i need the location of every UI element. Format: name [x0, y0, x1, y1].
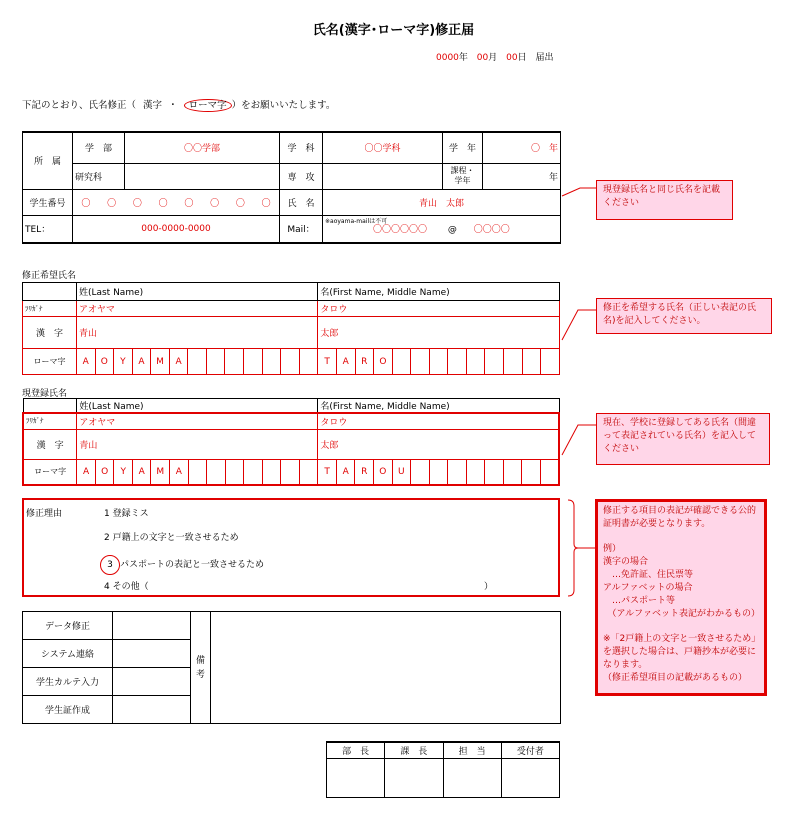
office-task-label: 学生カルテ入力 [23, 668, 113, 696]
current-name-heading: 現登録氏名 [22, 389, 68, 399]
romaji-last-char[interactable] [262, 459, 281, 485]
student-digit[interactable]: 〇 [81, 198, 91, 209]
student-number-label: 学生番号 [23, 189, 73, 215]
remarks-label: 備考 [191, 612, 211, 724]
romaji-first-char[interactable] [429, 459, 448, 485]
furigana-first[interactable]: タロウ [318, 413, 559, 429]
last-name-header: 姓(Last Name) [76, 283, 317, 301]
romaji-first-char[interactable] [448, 349, 467, 375]
course-year-label: 課程・ 学年 [443, 163, 483, 189]
affiliation-label: 所 属 [23, 132, 73, 189]
furigana-first[interactable]: タロウ [318, 301, 560, 317]
romaji-last-char[interactable]: O [95, 459, 114, 485]
student-digit[interactable]: 〇 [235, 198, 245, 209]
day-label: 日 [517, 53, 527, 63]
mail-value[interactable] [323, 215, 561, 243]
kanji-first[interactable]: 太郎 [318, 317, 560, 349]
last-name-header: 姓(Last Name) [77, 399, 318, 414]
romaji-first-char[interactable] [485, 459, 504, 485]
reason-item-2[interactable]: 2 戸籍上の文字と一致させるため [104, 533, 239, 543]
romaji-first-char[interactable]: A [336, 459, 355, 485]
reason-box [22, 498, 560, 597]
mail-label: Mail： [280, 215, 323, 243]
year-label: 学 年 [443, 132, 483, 163]
romaji-last-char[interactable]: M [151, 349, 170, 375]
grad-school-value[interactable] [125, 163, 280, 189]
romaji-first-char[interactable]: A [336, 349, 355, 375]
note-line: …パスポート等 [603, 596, 676, 606]
romaji-last-char[interactable] [262, 349, 281, 375]
note-registered-name: 現在、学校に登録してある氏名（間違って表記されている氏名）を記入してください [596, 413, 770, 465]
office-task-check[interactable] [113, 696, 191, 724]
tel-label: TEL： [23, 215, 73, 243]
page-title: 氏名(漢字･ローマ字)修正届 [312, 23, 475, 38]
romaji-last-char[interactable] [299, 459, 318, 485]
remarks-field[interactable] [211, 612, 561, 724]
date-day[interactable]: 00 [506, 53, 518, 63]
approval-col-header: 課 長 [385, 742, 443, 758]
reason-item-3-selected[interactable]: 3 パスポートの表記と一致させるため [104, 555, 264, 575]
romaji-label: ローマ字 [23, 459, 77, 485]
note-line: 修正する項目の表記が確認できる公的証明書が必要となります。 [603, 506, 757, 529]
romaji-first-char[interactable] [541, 349, 560, 375]
intro-pre: 下記のとおり、氏名修正（ [22, 100, 137, 111]
romaji-first-char[interactable]: U [392, 459, 411, 485]
note-line: 例） [603, 544, 622, 554]
furigana-last[interactable]: アオヤマ [76, 301, 317, 317]
romaji-last-char[interactable]: A [170, 459, 189, 485]
romaji-first-char[interactable] [540, 459, 559, 485]
romaji-last-char[interactable] [206, 349, 225, 375]
romaji-label: ローマ字 [23, 349, 77, 375]
grad-school-label: 研究科 [73, 163, 125, 189]
major-value[interactable] [323, 163, 443, 189]
reason-other-close: ） [484, 582, 494, 592]
romaji-last-char[interactable]: Y [114, 459, 133, 485]
romaji-last-char[interactable] [281, 459, 300, 485]
romaji-first-char[interactable]: R [355, 349, 374, 375]
romaji-last-char[interactable]: O [95, 349, 114, 375]
mail-at: @ [447, 225, 457, 236]
submission-date [436, 50, 554, 63]
office-task-check[interactable] [113, 640, 191, 668]
note-documents-required [595, 499, 767, 696]
romaji-first-char[interactable] [411, 349, 430, 375]
office-task-check[interactable] [113, 668, 191, 696]
first-name-header: 名(First Name, Middle Name) [318, 283, 560, 301]
romaji-first-char[interactable] [522, 459, 541, 485]
option-kanji[interactable]: 漢字 [143, 100, 163, 111]
romaji-last-char[interactable]: A [76, 349, 95, 375]
furigana-label: ﾌﾘｶﾞﾅ [23, 413, 77, 429]
approval-col-header: 部 長 [327, 742, 385, 758]
student-digit[interactable]: 〇 [184, 198, 194, 209]
student-digit[interactable]: 〇 [107, 198, 117, 209]
dept-value[interactable]: 〇〇学科 [323, 132, 443, 163]
romaji-first-char[interactable]: T [318, 459, 337, 485]
header-blank [23, 399, 77, 414]
romaji-last-char[interactable] [299, 349, 318, 375]
romaji-first-char[interactable] [466, 349, 485, 375]
approval-table [326, 741, 560, 798]
intro-text [22, 97, 335, 111]
mail-note: ※aoyama-mailは不可 [325, 217, 388, 225]
major-label: 専 攻 [280, 163, 323, 189]
romaji-last-char[interactable]: A [77, 459, 96, 485]
date-suffix: 届出 [535, 53, 554, 63]
dept-label: 学 科 [280, 132, 323, 163]
romaji-first-char[interactable] [504, 349, 523, 375]
first-name-header: 名(First Name, Middle Name) [318, 399, 559, 414]
approval-stamp-cell[interactable] [327, 758, 385, 797]
note-line: ※「2戸籍上の文字と一致させるため」を選択した場合は、戸籍抄本が必要になります。 [603, 634, 757, 670]
note-line [603, 621, 759, 633]
kanji-label: 漢 字 [23, 429, 77, 459]
kanji-last[interactable]: 青山 [76, 317, 317, 349]
office-task-label: 学生証作成 [23, 696, 113, 724]
romaji-last-char[interactable] [244, 459, 263, 485]
date-year[interactable]: 0000 [436, 53, 459, 63]
office-task-check[interactable] [113, 612, 191, 640]
reason-label: 修正理由 [26, 509, 63, 519]
romaji-last-char[interactable]: A [132, 459, 151, 485]
furigana-label: ﾌﾘｶﾞﾅ [23, 301, 77, 317]
kanji-label: 漢 字 [23, 317, 77, 349]
student-digit[interactable]: 〇 [158, 198, 168, 209]
romaji-last-char[interactable] [188, 349, 207, 375]
tel-value[interactable]: 000-0000-0000 [73, 215, 280, 243]
romaji-first-char[interactable] [448, 459, 467, 485]
office-task-label: システム連絡 [23, 640, 113, 668]
note-line: （アルファベット表記がわかるもの） [603, 609, 760, 619]
year-label: 年 [458, 53, 468, 63]
approval-stamp-cell[interactable] [501, 758, 559, 797]
note-desired-name: 修正を希望する氏名（正しい表記の氏名)を記入してください。 [596, 298, 772, 334]
approval-col-header: 担 当 [443, 742, 501, 758]
romaji-first-char[interactable] [522, 349, 541, 375]
romaji-last-char[interactable] [244, 349, 263, 375]
note-current-name: 現登録氏名と同じ氏名を記載ください [596, 180, 733, 220]
course-year-value[interactable]: 年 [483, 163, 561, 189]
note-line: アルファベットの場合 [603, 583, 693, 593]
option-romaji-circled[interactable]: ローマ字 [184, 99, 232, 112]
mail-user[interactable]: 〇〇〇〇〇〇 [373, 225, 428, 236]
name-value[interactable]: 青山 太郎 [323, 189, 561, 215]
office-task-label: データ修正 [23, 612, 113, 640]
furigana-last[interactable]: アオヤマ [77, 413, 318, 429]
office-use-table [22, 611, 561, 724]
romaji-first-char[interactable]: R [355, 459, 374, 485]
faculty-value[interactable]: 〇〇学部 [125, 132, 280, 163]
romaji-last-char[interactable] [225, 459, 244, 485]
note-line: 漢字の場合 [603, 557, 649, 567]
romaji-first-char[interactable] [411, 459, 430, 485]
romaji-first-char[interactable] [429, 349, 448, 375]
student-digit[interactable]: 〇 [132, 198, 142, 209]
date-month[interactable]: 00 [476, 53, 489, 63]
kanji-first[interactable]: 太郎 [318, 429, 559, 459]
desired-name-table [22, 282, 560, 375]
reason-item-1[interactable]: 1 登録ミス [104, 509, 149, 519]
romaji-first-char[interactable] [485, 349, 504, 375]
approval-col-header: 受付者 [501, 742, 559, 758]
student-number-digits[interactable] [73, 189, 280, 215]
student-digit[interactable]: 〇 [210, 198, 220, 209]
romaji-first-char[interactable] [466, 459, 485, 485]
current-name-table [22, 398, 560, 486]
intro-post: ）をお願いいたします。 [231, 100, 336, 111]
romaji-last-char[interactable]: M [151, 459, 170, 485]
romaji-first-char[interactable]: T [318, 349, 337, 375]
romaji-last-char[interactable]: Y [114, 349, 133, 375]
reason-item-4[interactable]: 4 その他（ [104, 582, 149, 592]
kanji-last[interactable]: 青山 [77, 429, 318, 459]
option-separator: ・ [168, 100, 178, 111]
header-blank [23, 283, 77, 301]
desired-name-heading: 修正希望氏名 [22, 271, 77, 281]
year-value[interactable]: 〇 年 [483, 132, 561, 163]
note-line [603, 531, 759, 543]
note-line: （修正希望項目の記載があるもの） [603, 673, 748, 683]
affiliation-table [22, 131, 561, 244]
student-digit[interactable]: 〇 [261, 198, 271, 209]
romaji-last-char[interactable] [188, 459, 207, 485]
romaji-last-char[interactable] [225, 349, 244, 375]
note-line: …免許証、住民票等 [603, 570, 694, 580]
approval-stamp-cell[interactable] [443, 758, 501, 797]
mail-domain[interactable]: 〇〇〇〇 [473, 225, 510, 236]
romaji-last-char[interactable] [207, 459, 226, 485]
romaji-last-char[interactable]: A [169, 349, 188, 375]
name-label: 氏 名 [280, 189, 323, 215]
romaji-first-char[interactable] [392, 349, 411, 375]
romaji-first-char[interactable]: O [373, 459, 392, 485]
romaji-last-char[interactable]: A [132, 349, 151, 375]
romaji-last-char[interactable] [281, 349, 300, 375]
faculty-label: 学 部 [73, 132, 125, 163]
romaji-first-char[interactable] [503, 459, 522, 485]
month-label: 月 [488, 53, 498, 63]
approval-stamp-cell[interactable] [385, 758, 443, 797]
romaji-first-char[interactable]: O [374, 349, 393, 375]
